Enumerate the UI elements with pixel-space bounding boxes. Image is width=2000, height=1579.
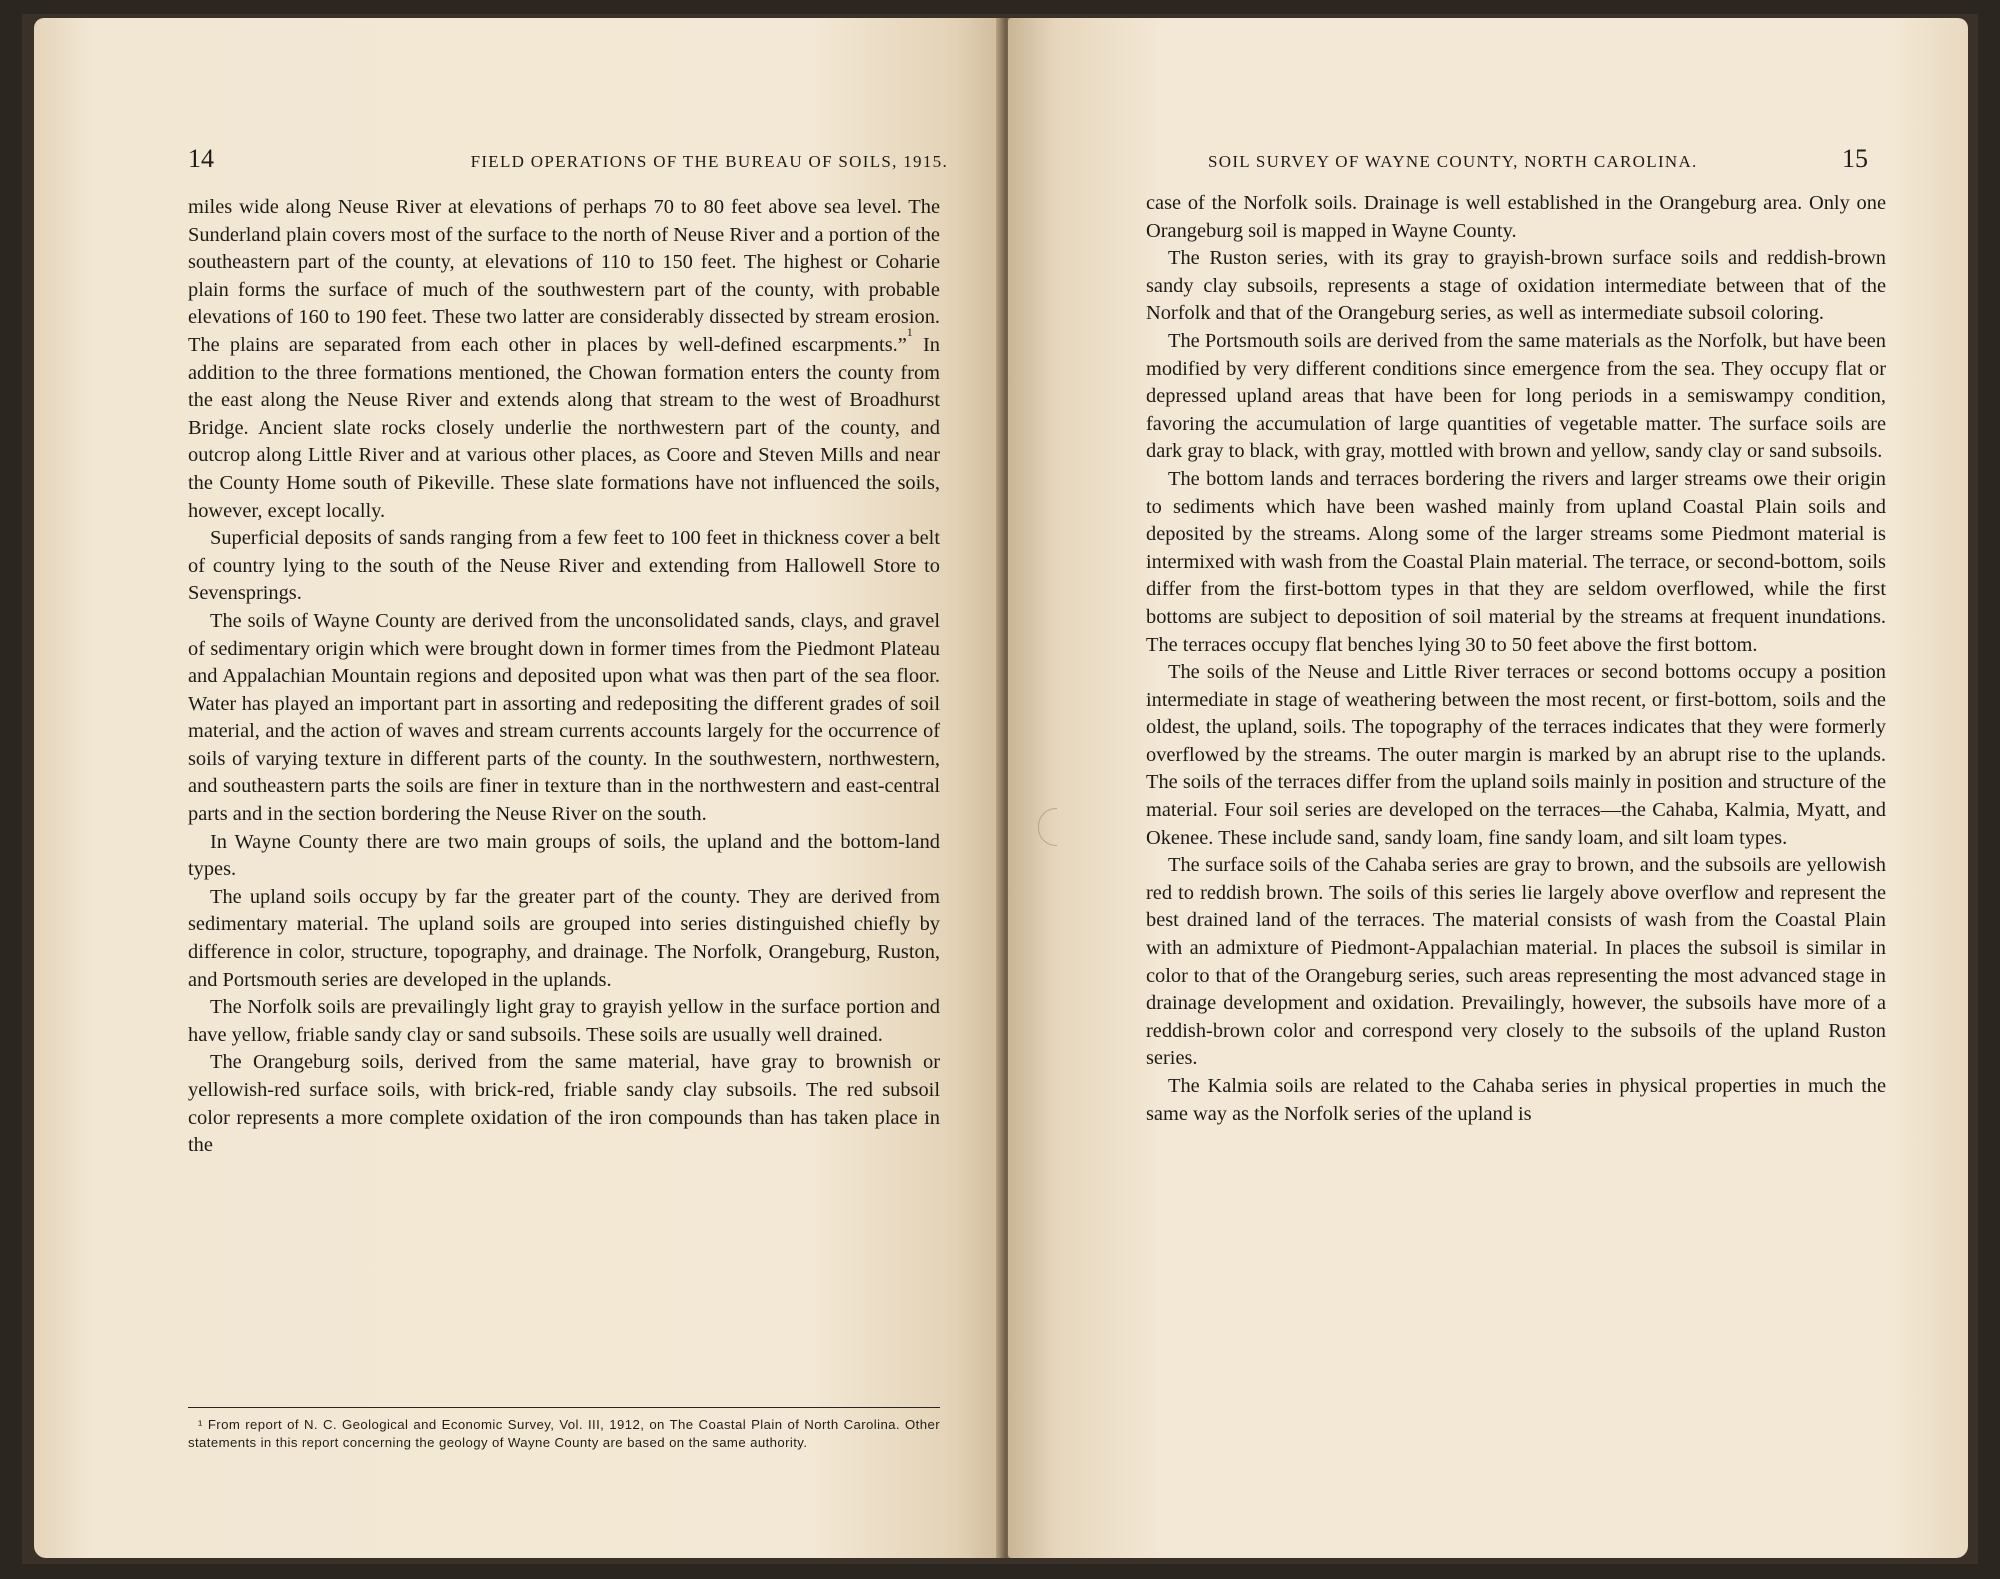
right-page-header	[1208, 144, 1868, 174]
paragraph: The bottom lands and terraces bordering the rivers and larger streams owe their origin to sediments which have been washed mainly from upland Coastal Plain soils and deposited by the streams. Along some of the larger streams some Piedmont material is intermixed with wash from the Coastal Plain material. The terrace, or second-bottom, soils differ from the first-bottom types in that they are seldom overflowed, while the first bottoms are subject to deposition of soil material by the streams at frequent inundations. The terraces occupy flat benches lying 30 to 50 feet above the first bottom.	[1146, 467, 1886, 656]
paragraph: The Orangeburg soils, derived from the same material, have gray to brownish or yellowish-red surface soils, with brick-red, friable sandy clay subsoils. The red subsoil color represents a more complete oxidation of the iron compounds than has taken place in the	[188, 1051, 940, 1157]
running-head: SOIL SURVEY OF WAYNE COUNTY, NORTH CAROLINA.	[1208, 152, 1698, 171]
left-page	[34, 18, 1004, 1558]
paragraph: Superficial deposits of sands ranging from a few feet to 100 feet in thickness cover a belt of country lying to the south of the Neuse River and extending from Hallowell Store to Sevensprings.	[188, 527, 940, 605]
paragraph: The soils of Wayne County are derived from the unconsolidated sands, clays, and gravel of sedimentary origin which were brought down in former times from the Piedmont Plateau and Appalachian Mountain regions and deposited upon what was then part of the sea floor. Water has played an important part in assorting and redepositing the different grades of soil material, and the action of waves and stream currents accounts largely for the occurrence of soils of varying texture in different parts of the county. In the southwestern, northwestern, and southeastern parts the soils are finer in texture than in the northwestern and east-central parts and in the section bordering the Neuse River on the south.	[188, 609, 940, 826]
paragraph: The Kalmia soils are related to the Cahaba series in physical properties in much the same way as the Norfolk series of the upland is	[1146, 1075, 1886, 1125]
paragraph: case of the Norfolk soils. Drainage is well established in the Orangeburg area. Only one Orangeburg soil is mapped in Wayne County.	[1146, 192, 1886, 242]
footnote-rule	[188, 1407, 940, 1408]
open-book	[22, 14, 1978, 1564]
paragraph: The soils of the Neuse and Little River terraces or second bottoms occupy a position intermediate in stage of weathering between the most recent, or first-bottom, soils and the oldest, the upland, soils. The topography of the terraces indicates that they were formerly overflowed by the streams. The outer margin is marked by an abrupt rise to the uplands. The soils of the terraces differ from the upland soils mainly in position and structure of the material. Four soil series are developed on the terraces—the Cahaba, Kalmia, Myatt, and Okenee. These include sand, sandy loam, fine sandy loam, and silt loam types.	[1146, 661, 1886, 849]
running-head: FIELD OPERATIONS OF THE BUREAU OF SOILS, 1915.	[470, 152, 948, 171]
left-page-header	[188, 144, 948, 174]
paragraph: The Norfolk soils are prevailingly light gray to grayish yellow in the surface portion and have yellow, friable sandy clay or sand subsoils. These soils are usually well drained.	[188, 996, 940, 1046]
paragraph: The surface soils of the Cahaba series are gray to brown, and the subsoils are yellowish red to reddish brown. The soils of this series lie largely above overflow and represent the best drained land of the terraces. The material consists of wash from the Coastal Plain with an admixture of Piedmont-Appalachian material. In places the subsoil is similar in color to that of the Orangeburg series, such areas representing the most advanced stage in drainage development and oxidation. Prevailingly, however, the subsoils have more of a reddish-brown color and correspond very closely to the subsoils of the upland Ruston series.	[1146, 854, 1886, 1070]
paragraph: In Wayne County there are two main groups of soils, the upland and the bottom-land types.	[188, 830, 940, 881]
page-number: 15	[1842, 144, 1868, 173]
page-number: 14	[188, 144, 214, 173]
footnote: ¹ From report of N. C. Geological and Economic Survey, Vol. III, 1912, on The Coastal Plain of North Carolina. Other statements in this report concerning the geology of Wayne County are based on the same authority.	[188, 1417, 940, 1450]
paragraph: miles wide along Neuse River at elevations of perhaps 70 to 80 feet above sea level. The Sunderland plain covers most of the surface to the north of Neuse River and a portion of the southeastern part of the county, at elevations of 110 to 150 feet. The highest or Coharie plain forms the surface of much of the southwestern part of the county, with probable elevations of 160 to 190 feet. These two latter are considerably dissected by stream erosion. The plains are separated from each other in places by well-defined escarpments.”$^1$ In addition to the three formations mentioned, the Chowan formation enters the county from the east along the Neuse River and extends along that stream to the west of Broadhurst Bridge. Ancient slate rocks closely underlie the northwestern part of the county, and outcrop along Little River and at various other places, as Coore and Steven Mills and near the County Home south of Pikeville. These slate formations have not influenced the soils, however, except locally.	[188, 196, 940, 522]
right-page-body	[1146, 190, 1886, 1128]
left-page-body	[188, 194, 940, 1160]
paragraph: The upland soils occupy by far the greater part of the county. They are derived from sedimentary material. The upland soils are grouped into series distinguished chiefly by difference in color, structure, topography, and drainage. The Norfolk, Orangeburg, Ruston, and Portsmouth series are developed in the uplands.	[188, 885, 940, 991]
paragraph: The Portsmouth soils are derived from the same materials as the Norfolk, but have been modified by very different conditions since emergence from the sea. They occupy flat or depressed upland areas that have been for long periods in a semiswampy condition, favoring the accumulation of large quantities of vegetable matter. The surface soils are dark gray to black, with gray, mottled with brown and yellow, sandy clay or sand subsoils.	[1146, 329, 1886, 463]
paragraph: The Ruston series, with its gray to grayish-brown surface soils and reddish-brown sandy clay subsoils, represents a stage of oxidation intermediate between that of the Norfolk and that of the Orangeburg series, as well as intermediate subsoil coloring.	[1146, 247, 1886, 325]
footnote-marker: 1	[906, 324, 913, 339]
margin-mark	[1038, 808, 1057, 846]
right-page	[1008, 18, 1968, 1558]
